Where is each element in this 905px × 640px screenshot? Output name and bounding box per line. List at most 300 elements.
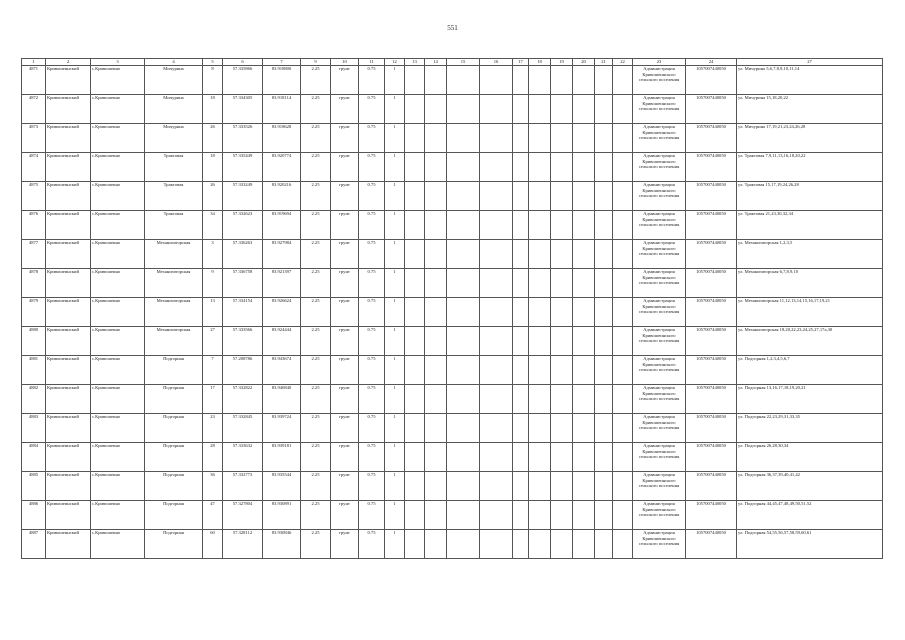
cell-c12: 1: [385, 356, 405, 385]
cell-district: Кривошеинский: [46, 269, 91, 298]
cell-empty: [447, 356, 480, 385]
cell-addr: ул. Трактовая 7,9,11,13,16,18,20,22: [737, 153, 883, 182]
cell-empty: [613, 356, 633, 385]
cell-empty: [405, 182, 425, 211]
cell-empty: [613, 66, 633, 95]
cell-empty: [595, 95, 613, 124]
cell-empty: [551, 443, 573, 472]
cell-width: 2.25: [301, 385, 331, 414]
cell-street: Подгорная: [145, 443, 203, 472]
cell-street: Трактовая: [145, 182, 203, 211]
cell-empty: [613, 298, 633, 327]
cell-lon: 83.924444: [263, 327, 301, 356]
cell-empty: [425, 298, 447, 327]
cell-empty: [425, 472, 447, 501]
cell-width: 2.25: [301, 211, 331, 240]
cell-empty: [573, 530, 595, 559]
column-header: 14: [425, 59, 447, 66]
cell-empty: [480, 182, 513, 211]
cell-empty: [425, 124, 447, 153]
column-header: 1: [22, 59, 46, 66]
cell-owner: Администрация Кривошеинского сельского поселения: [633, 66, 686, 95]
cell-house: 8: [203, 66, 223, 95]
table-row: [22, 501, 883, 530]
cell-n: 4875: [22, 182, 46, 211]
cell-addr: ул. Подгорная 54,55,56,57,58,59,60,61: [737, 530, 883, 559]
cell-surface: грунт: [331, 298, 359, 327]
cell-lat: 57.334305: [223, 95, 263, 124]
cell-ogrn: 1057007440050: [686, 472, 737, 501]
column-header: 16: [480, 59, 513, 66]
cell-lon: 83.918628: [263, 124, 301, 153]
cell-owner: Администрация Кривошеинского сельского поселения: [633, 298, 686, 327]
column-header: 20: [573, 59, 595, 66]
cell-village: с.Кривошеино: [91, 66, 145, 95]
cell-empty: [425, 356, 447, 385]
cell-street: Механизаторская: [145, 269, 203, 298]
cell-ogrn: 1057007440050: [686, 443, 737, 472]
cell-empty: [425, 95, 447, 124]
cell-empty: [447, 211, 480, 240]
cell-empty: [425, 530, 447, 559]
cell-empty: [613, 327, 633, 356]
cell-surface: грунт: [331, 530, 359, 559]
cell-surface: грунт: [331, 472, 359, 501]
cell-empty: [425, 182, 447, 211]
cell-surface: грунт: [331, 124, 359, 153]
cell-owner: Администрация Кривошеинского сельского поселения: [633, 95, 686, 124]
cell-ogrn: 1057007440050: [686, 182, 737, 211]
cell-empty: [529, 530, 551, 559]
cell-empty: [447, 327, 480, 356]
cell-empty: [405, 356, 425, 385]
cell-addr: ул. Трактовая 21,23,30,32,34: [737, 211, 883, 240]
cell-empty: [613, 269, 633, 298]
cell-width: 2.25: [301, 66, 331, 95]
cell-addr: ул. Подгорная 13,16,17,18,19,20,21: [737, 385, 883, 414]
cell-width: 2.25: [301, 124, 331, 153]
cell-street: Подгорная: [145, 414, 203, 443]
cell-village: с.Кривошеино: [91, 95, 145, 124]
cell-empty: [529, 211, 551, 240]
cell-empty: [529, 240, 551, 269]
cell-len: 0.75: [359, 443, 385, 472]
cell-empty: [447, 240, 480, 269]
cell-len: 0.75: [359, 153, 385, 182]
cell-empty: [513, 211, 529, 240]
cell-n: 4881: [22, 356, 46, 385]
cell-empty: [573, 298, 595, 327]
cell-lat: 57.208786: [223, 356, 263, 385]
cell-surface: грунт: [331, 211, 359, 240]
cell-village: с.Кривошеино: [91, 501, 145, 530]
cell-lon: 83.918800: [263, 66, 301, 95]
cell-empty: [405, 530, 425, 559]
cell-empty: [447, 385, 480, 414]
cell-empty: [613, 443, 633, 472]
table-row: [22, 356, 883, 385]
cell-lon: 83.926624: [263, 298, 301, 327]
cell-street: Трактовая: [145, 153, 203, 182]
column-header: 13: [405, 59, 425, 66]
cell-len: 0.75: [359, 472, 385, 501]
cell-empty: [425, 414, 447, 443]
cell-street: Механизаторская: [145, 298, 203, 327]
cell-n: 4886: [22, 501, 46, 530]
cell-empty: [613, 501, 633, 530]
cell-empty: [480, 153, 513, 182]
cell-ogrn: 1057007440050: [686, 356, 737, 385]
cell-empty: [613, 414, 633, 443]
cell-empty: [425, 269, 447, 298]
cell-house: 28: [203, 443, 223, 472]
cell-width: 2.25: [301, 414, 331, 443]
table-row: [22, 298, 883, 327]
cell-empty: [447, 443, 480, 472]
cell-empty: [573, 356, 595, 385]
cell-empty: [595, 182, 613, 211]
cell-lat: 57.333526: [223, 124, 263, 153]
cell-empty: [595, 501, 613, 530]
cell-ogrn: 1057007440050: [686, 530, 737, 559]
cell-village: с.Кривошеино: [91, 327, 145, 356]
cell-c12: 1: [385, 443, 405, 472]
cell-ogrn: 1057007440050: [686, 298, 737, 327]
cell-house: 36: [203, 472, 223, 501]
cell-empty: [573, 414, 595, 443]
cell-empty: [425, 211, 447, 240]
cell-empty: [573, 182, 595, 211]
cell-empty: [595, 327, 613, 356]
cell-empty: [480, 443, 513, 472]
cell-lon: 83.930891: [263, 501, 301, 530]
table-row: [22, 443, 883, 472]
cell-empty: [595, 211, 613, 240]
cell-lat: 57.333566: [223, 327, 263, 356]
cell-ogrn: 1057007440050: [686, 269, 737, 298]
cell-empty: [405, 269, 425, 298]
cell-n: 4878: [22, 269, 46, 298]
cell-empty: [405, 385, 425, 414]
cell-width: 2.25: [301, 327, 331, 356]
cell-village: с.Кривошеино: [91, 269, 145, 298]
cell-empty: [613, 385, 633, 414]
column-header: 3: [91, 59, 145, 66]
cell-ogrn: 1057007440050: [686, 153, 737, 182]
cell-lat: 57.332773: [223, 472, 263, 501]
cell-street: Подгорная: [145, 530, 203, 559]
cell-empty: [551, 124, 573, 153]
cell-empty: [595, 269, 613, 298]
column-header: 12: [385, 59, 405, 66]
cell-addr: ул. Трактовая 15,17,19,24,26,28: [737, 182, 883, 211]
cell-house: 13: [203, 298, 223, 327]
cell-empty: [595, 66, 613, 95]
cell-c12: 1: [385, 211, 405, 240]
cell-owner: Администрация Кривошеинского сельского поселения: [633, 385, 686, 414]
cell-c12: 1: [385, 530, 405, 559]
cell-lat: 57.328112: [223, 530, 263, 559]
cell-district: Кривошеинский: [46, 211, 91, 240]
cell-district: Кривошеинский: [46, 298, 91, 327]
cell-empty: [405, 211, 425, 240]
table-row: [22, 385, 883, 414]
cell-surface: грунт: [331, 501, 359, 530]
cell-empty: [595, 153, 613, 182]
cell-empty: [513, 327, 529, 356]
cell-district: Кривошеинский: [46, 356, 91, 385]
cell-empty: [513, 269, 529, 298]
cell-width: 2.25: [301, 472, 331, 501]
cell-empty: [513, 95, 529, 124]
cell-empty: [425, 240, 447, 269]
cell-empty: [480, 327, 513, 356]
cell-empty: [551, 385, 573, 414]
cell-empty: [480, 124, 513, 153]
cell-ogrn: 1057007440050: [686, 385, 737, 414]
cell-lat: 57.333632: [223, 443, 263, 472]
cell-owner: Администрация Кривошеинского сельского поселения: [633, 530, 686, 559]
cell-empty: [551, 530, 573, 559]
cell-empty: [529, 124, 551, 153]
column-header: 6: [223, 59, 263, 66]
cell-ogrn: 1057007440050: [686, 211, 737, 240]
cell-lon: 83.918114: [263, 95, 301, 124]
cell-empty: [573, 385, 595, 414]
cell-empty: [551, 95, 573, 124]
cell-empty: [551, 153, 573, 182]
cell-width: 2.25: [301, 240, 331, 269]
cell-district: Кривошеинский: [46, 124, 91, 153]
cell-empty: [480, 269, 513, 298]
column-header: 5: [203, 59, 223, 66]
cell-addr: ул. Мичурина 15,18,20,22: [737, 95, 883, 124]
cell-district: Кривошеинский: [46, 66, 91, 95]
cell-empty: [551, 240, 573, 269]
cell-owner: Администрация Кривошеинского сельского поселения: [633, 501, 686, 530]
cell-width: 2.25: [301, 153, 331, 182]
cell-empty: [447, 298, 480, 327]
cell-district: Кривошеинский: [46, 153, 91, 182]
table-row: [22, 269, 883, 298]
cell-empty: [551, 182, 573, 211]
cell-house: 47: [203, 501, 223, 530]
cell-n: 4876: [22, 211, 46, 240]
cell-addr: ул. Механизаторская 11,12,13,14,15,16,17,19,21: [737, 298, 883, 327]
cell-addr: ул. Подгорная 1,2,3,4,5,6,7: [737, 356, 883, 385]
cell-house: 26: [203, 182, 223, 211]
cell-house: 7: [203, 356, 223, 385]
cell-c12: 1: [385, 269, 405, 298]
cell-len: 0.75: [359, 298, 385, 327]
cell-house: 60: [203, 530, 223, 559]
cell-empty: [529, 385, 551, 414]
cell-district: Кривошеинский: [46, 414, 91, 443]
column-header: 11: [359, 59, 385, 66]
cell-village: с.Кривошеино: [91, 530, 145, 559]
cell-empty: [529, 153, 551, 182]
cell-empty: [573, 211, 595, 240]
cell-village: с.Кривошеино: [91, 356, 145, 385]
cell-empty: [447, 501, 480, 530]
cell-owner: Администрация Кривошеинского сельского поселения: [633, 240, 686, 269]
cell-house: 34: [203, 211, 223, 240]
cell-width: 2.25: [301, 95, 331, 124]
cell-empty: [573, 124, 595, 153]
table-row: [22, 472, 883, 501]
cell-len: 0.75: [359, 211, 385, 240]
cell-empty: [480, 211, 513, 240]
cell-surface: грунт: [331, 356, 359, 385]
cell-village: с.Кривошеино: [91, 153, 145, 182]
cell-lat: 57.335866: [223, 66, 263, 95]
cell-district: Кривошеинский: [46, 472, 91, 501]
cell-empty: [613, 153, 633, 182]
cell-c12: 1: [385, 298, 405, 327]
cell-empty: [447, 66, 480, 95]
cell-width: 2.25: [301, 182, 331, 211]
road-registry-table: [21, 58, 883, 559]
table-row: [22, 240, 883, 269]
cell-c12: 1: [385, 66, 405, 95]
cell-street: Мичурина: [145, 95, 203, 124]
cell-ogrn: 1057007440050: [686, 124, 737, 153]
table-row: [22, 327, 883, 356]
cell-empty: [405, 327, 425, 356]
cell-house: 9: [203, 269, 223, 298]
cell-empty: [480, 472, 513, 501]
cell-house: 18: [203, 153, 223, 182]
cell-n: 4872: [22, 95, 46, 124]
cell-empty: [480, 501, 513, 530]
column-header: 21: [595, 59, 613, 66]
cell-empty: [513, 153, 529, 182]
cell-empty: [613, 95, 633, 124]
cell-empty: [447, 472, 480, 501]
cell-village: с.Кривошеино: [91, 211, 145, 240]
cell-c12: 1: [385, 124, 405, 153]
cell-street: Мичурина: [145, 66, 203, 95]
cell-c12: 1: [385, 385, 405, 414]
cell-addr: ул. Механизаторская 6,7,8,9,10: [737, 269, 883, 298]
cell-len: 0.75: [359, 501, 385, 530]
cell-surface: грунт: [331, 269, 359, 298]
cell-n: 4873: [22, 124, 46, 153]
cell-ogrn: 1057007440050: [686, 414, 737, 443]
cell-addr: ул. Подгорная 22,23,29,31,33,35: [737, 414, 883, 443]
cell-empty: [595, 124, 613, 153]
cell-len: 0.75: [359, 240, 385, 269]
cell-empty: [480, 298, 513, 327]
cell-house: 26: [203, 124, 223, 153]
cell-len: 0.75: [359, 327, 385, 356]
cell-owner: Администрация Кривошеинского сельского поселения: [633, 182, 686, 211]
cell-width: 2.25: [301, 501, 331, 530]
cell-owner: Администрация Кривошеинского сельского поселения: [633, 356, 686, 385]
column-header: 10: [331, 59, 359, 66]
cell-empty: [595, 240, 613, 269]
cell-lat: 57.335449: [223, 153, 263, 182]
column-header: 24: [686, 59, 737, 66]
column-header: 15: [447, 59, 480, 66]
cell-c12: 1: [385, 414, 405, 443]
cell-street: Подгорная: [145, 472, 203, 501]
cell-addr: ул. Подгорная 26,28,30,34: [737, 443, 883, 472]
table-row: [22, 153, 883, 182]
cell-empty: [551, 472, 573, 501]
cell-surface: грунт: [331, 66, 359, 95]
table-row: [22, 211, 883, 240]
cell-street: Подгорная: [145, 385, 203, 414]
cell-empty: [513, 298, 529, 327]
cell-empty: [513, 414, 529, 443]
column-header: 23: [633, 59, 686, 66]
cell-ogrn: 1057007440050: [686, 95, 737, 124]
cell-village: с.Кривошеино: [91, 443, 145, 472]
cell-empty: [573, 240, 595, 269]
cell-empty: [480, 66, 513, 95]
cell-empty: [529, 269, 551, 298]
cell-lat: 57.332822: [223, 385, 263, 414]
cell-owner: Администрация Кривошеинского сельского поселения: [633, 443, 686, 472]
cell-empty: [551, 327, 573, 356]
cell-addr: ул. Механизаторская 18,20,22,23,24,25,27,17а,30: [737, 327, 883, 356]
cell-n: 4880: [22, 327, 46, 356]
cell-lon: 83.920216: [263, 182, 301, 211]
table-row: [22, 182, 883, 211]
cell-empty: [613, 240, 633, 269]
cell-empty: [513, 443, 529, 472]
cell-empty: [405, 472, 425, 501]
cell-empty: [595, 472, 613, 501]
column-header: 7: [263, 59, 301, 66]
column-header: 4: [145, 59, 203, 66]
column-header: 17: [513, 59, 529, 66]
cell-owner: Администрация Кривошеинского сельского поселения: [633, 269, 686, 298]
table-row: [22, 530, 883, 559]
cell-len: 0.75: [359, 182, 385, 211]
cell-street: Мичурина: [145, 124, 203, 153]
cell-empty: [447, 124, 480, 153]
cell-n: 4874: [22, 153, 46, 182]
cell-empty: [513, 182, 529, 211]
cell-owner: Администрация Кривошеинского сельского поселения: [633, 472, 686, 501]
cell-n: 4884: [22, 443, 46, 472]
cell-empty: [405, 298, 425, 327]
cell-empty: [573, 327, 595, 356]
cell-n: 4882: [22, 385, 46, 414]
column-header: 2: [46, 59, 91, 66]
cell-c12: 1: [385, 472, 405, 501]
cell-addr: ул. Подгорная 36,37,39,40,41,42: [737, 472, 883, 501]
cell-addr: ул. Мичурина 5,6,7,8,9,10,11,14: [737, 66, 883, 95]
cell-district: Кривошеинский: [46, 95, 91, 124]
cell-village: с.Кривошеино: [91, 414, 145, 443]
cell-lat: 57.333249: [223, 182, 263, 211]
cell-n: 4883: [22, 414, 46, 443]
cell-empty: [425, 327, 447, 356]
cell-village: с.Кривошеино: [91, 124, 145, 153]
cell-empty: [405, 124, 425, 153]
cell-len: 0.75: [359, 530, 385, 559]
cell-district: Кривошеинский: [46, 240, 91, 269]
cell-lon: 83.939181: [263, 443, 301, 472]
cell-owner: Администрация Кривошеинского сельского поселения: [633, 327, 686, 356]
cell-empty: [513, 240, 529, 269]
cell-empty: [529, 95, 551, 124]
column-header: 19: [551, 59, 573, 66]
cell-street: Механизаторская: [145, 327, 203, 356]
